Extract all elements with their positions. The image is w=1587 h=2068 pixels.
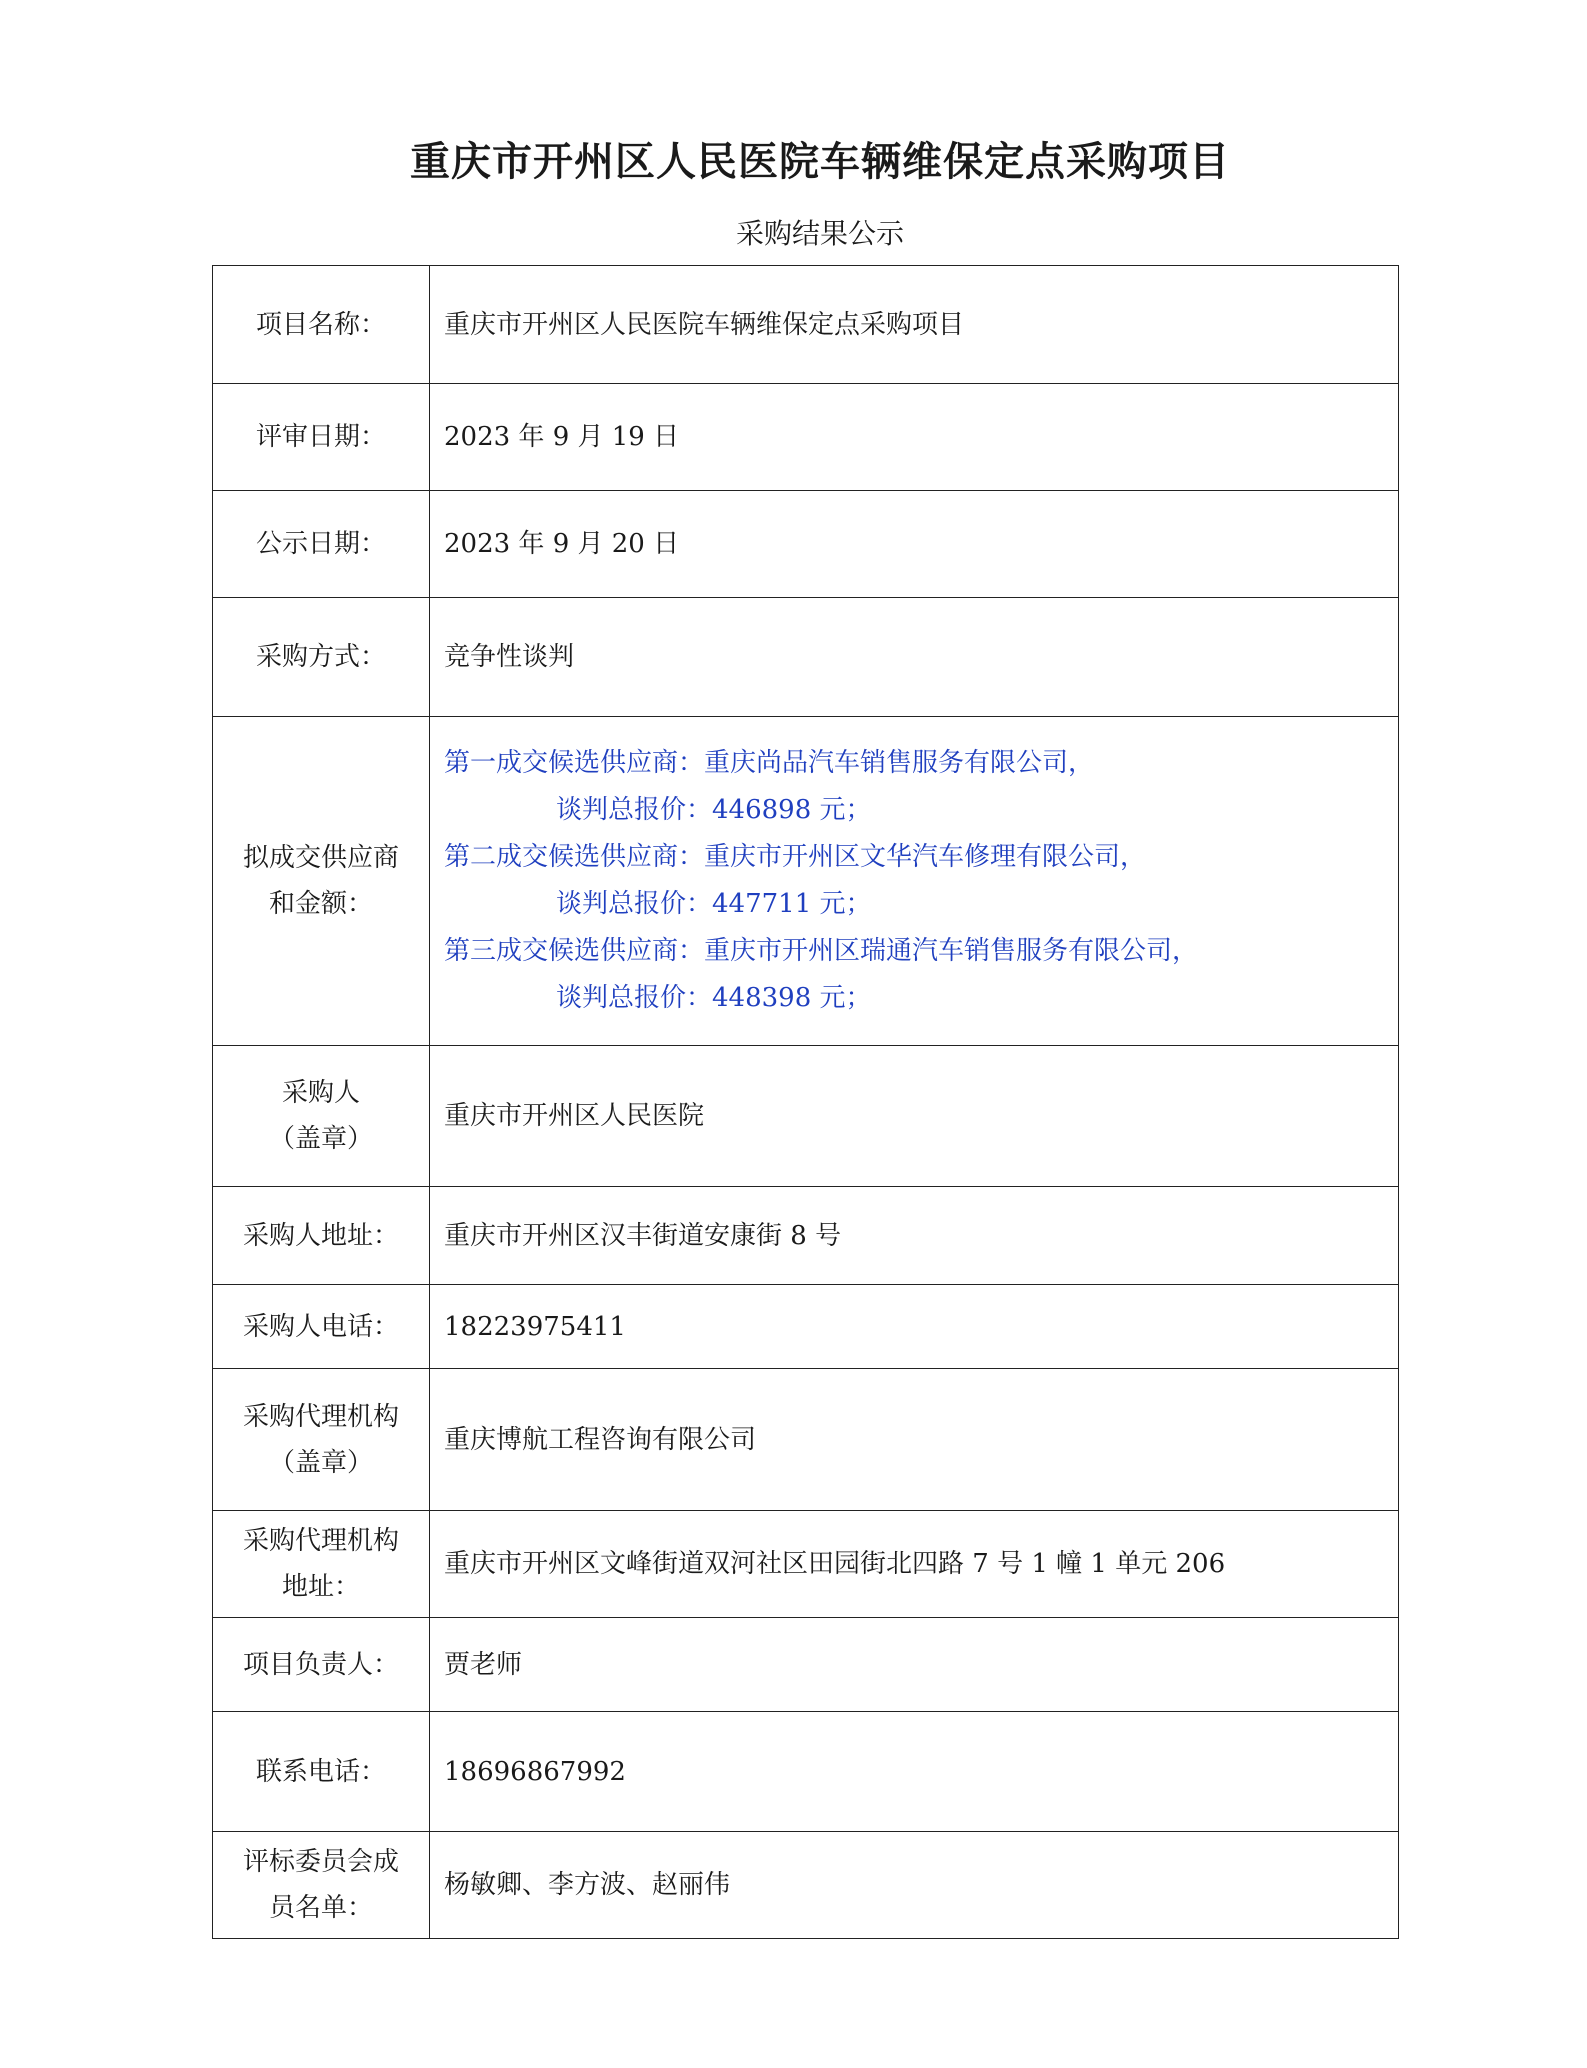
row-publish-date [213, 491, 1399, 598]
label-agency-address [213, 1511, 430, 1618]
value-project-lead: 贾老师 [430, 1618, 1399, 1712]
bid-3-price: 谈判总报价：448398 元； [556, 983, 872, 1013]
document-title: 重庆市开州区人民医院车辆维保定点采购项目 [410, 138, 1230, 185]
bid-2-price: 谈判总报价：447711 元； [556, 889, 872, 919]
value-publish-date: 2023 年 9 月 20 日 [430, 491, 1399, 598]
label-committee [213, 1832, 430, 1939]
label-buyer-address: 采购人地址： [213, 1187, 430, 1285]
label-agency-address-line1: 采购代理机构 [242, 1526, 399, 1556]
label-committee-line1: 评标委员会成 [242, 1847, 399, 1877]
value-buyer-phone: 18223975411 [430, 1285, 1399, 1369]
label-suppliers-line2: 和金额： [268, 889, 373, 919]
row-agency [213, 1369, 1399, 1511]
value-committee: 杨敏卿、李方波、赵丽伟 [430, 1832, 1399, 1939]
label-agency [213, 1369, 430, 1511]
bid-3-supplier: 第三成交候选供应商：重庆市开州区瑞通汽车销售服务有限公司， [444, 936, 1199, 966]
label-agency-address-line2: 地址： [281, 1572, 360, 1602]
value-contact-phone: 18696867992 [430, 1712, 1399, 1832]
label-method: 采购方式： [213, 598, 430, 717]
label-project-lead: 项目负责人： [213, 1618, 430, 1712]
row-suppliers [213, 717, 1399, 1046]
label-buyer-line2: （盖章） [268, 1124, 373, 1154]
row-review-date [213, 384, 1399, 491]
row-buyer [213, 1046, 1399, 1187]
value-agency: 重庆博航工程咨询有限公司 [430, 1369, 1399, 1511]
row-method [213, 598, 1399, 717]
label-contact-phone: 联系电话： [213, 1712, 430, 1832]
value-agency-address: 重庆市开州区文峰街道双河社区田园街北四路 7 号 1 幢 1 单元 206 [430, 1511, 1399, 1618]
row-project-lead [213, 1618, 1399, 1712]
result-table [212, 265, 1399, 1939]
label-review-date: 评审日期： [213, 384, 430, 491]
label-suppliers [213, 717, 430, 1046]
row-agency-address [213, 1511, 1399, 1618]
row-contact-phone [213, 1712, 1399, 1832]
value-project-name: 重庆市开州区人民医院车辆维保定点采购项目 [430, 266, 1399, 384]
document-subtitle: 采购结果公示 [735, 217, 904, 250]
label-agency-line2: （盖章） [268, 1447, 373, 1478]
value-method: 竞争性谈判 [430, 598, 1399, 717]
row-project-name [213, 266, 1399, 384]
label-buyer-phone: 采购人电话： [213, 1285, 430, 1369]
row-buyer-address [213, 1187, 1399, 1285]
label-suppliers-line1: 拟成交供应商 [242, 843, 399, 873]
value-buyer: 重庆市开州区人民医院 [430, 1046, 1399, 1187]
row-committee [213, 1832, 1399, 1939]
bid-1-supplier: 第一成交候选供应商：重庆尚品汽车销售服务有限公司， [444, 748, 1095, 778]
label-committee-line2: 员名单： [268, 1893, 373, 1923]
row-buyer-phone [213, 1285, 1399, 1369]
label-publish-date: 公示日期： [213, 491, 430, 598]
value-suppliers [430, 717, 1399, 1046]
label-buyer-line1: 采购人 [281, 1078, 360, 1108]
label-project-name: 项目名称： [213, 266, 430, 384]
value-buyer-address: 重庆市开州区汉丰街道安康街 8 号 [430, 1187, 1399, 1285]
label-agency-line1: 采购代理机构 [242, 1401, 399, 1432]
bid-1-price: 谈判总报价：446898 元； [556, 795, 872, 825]
label-buyer [213, 1046, 430, 1187]
bid-2-supplier: 第二成交候选供应商：重庆市开州区文华汽车修理有限公司， [444, 842, 1147, 872]
value-review-date: 2023 年 9 月 19 日 [430, 384, 1399, 491]
